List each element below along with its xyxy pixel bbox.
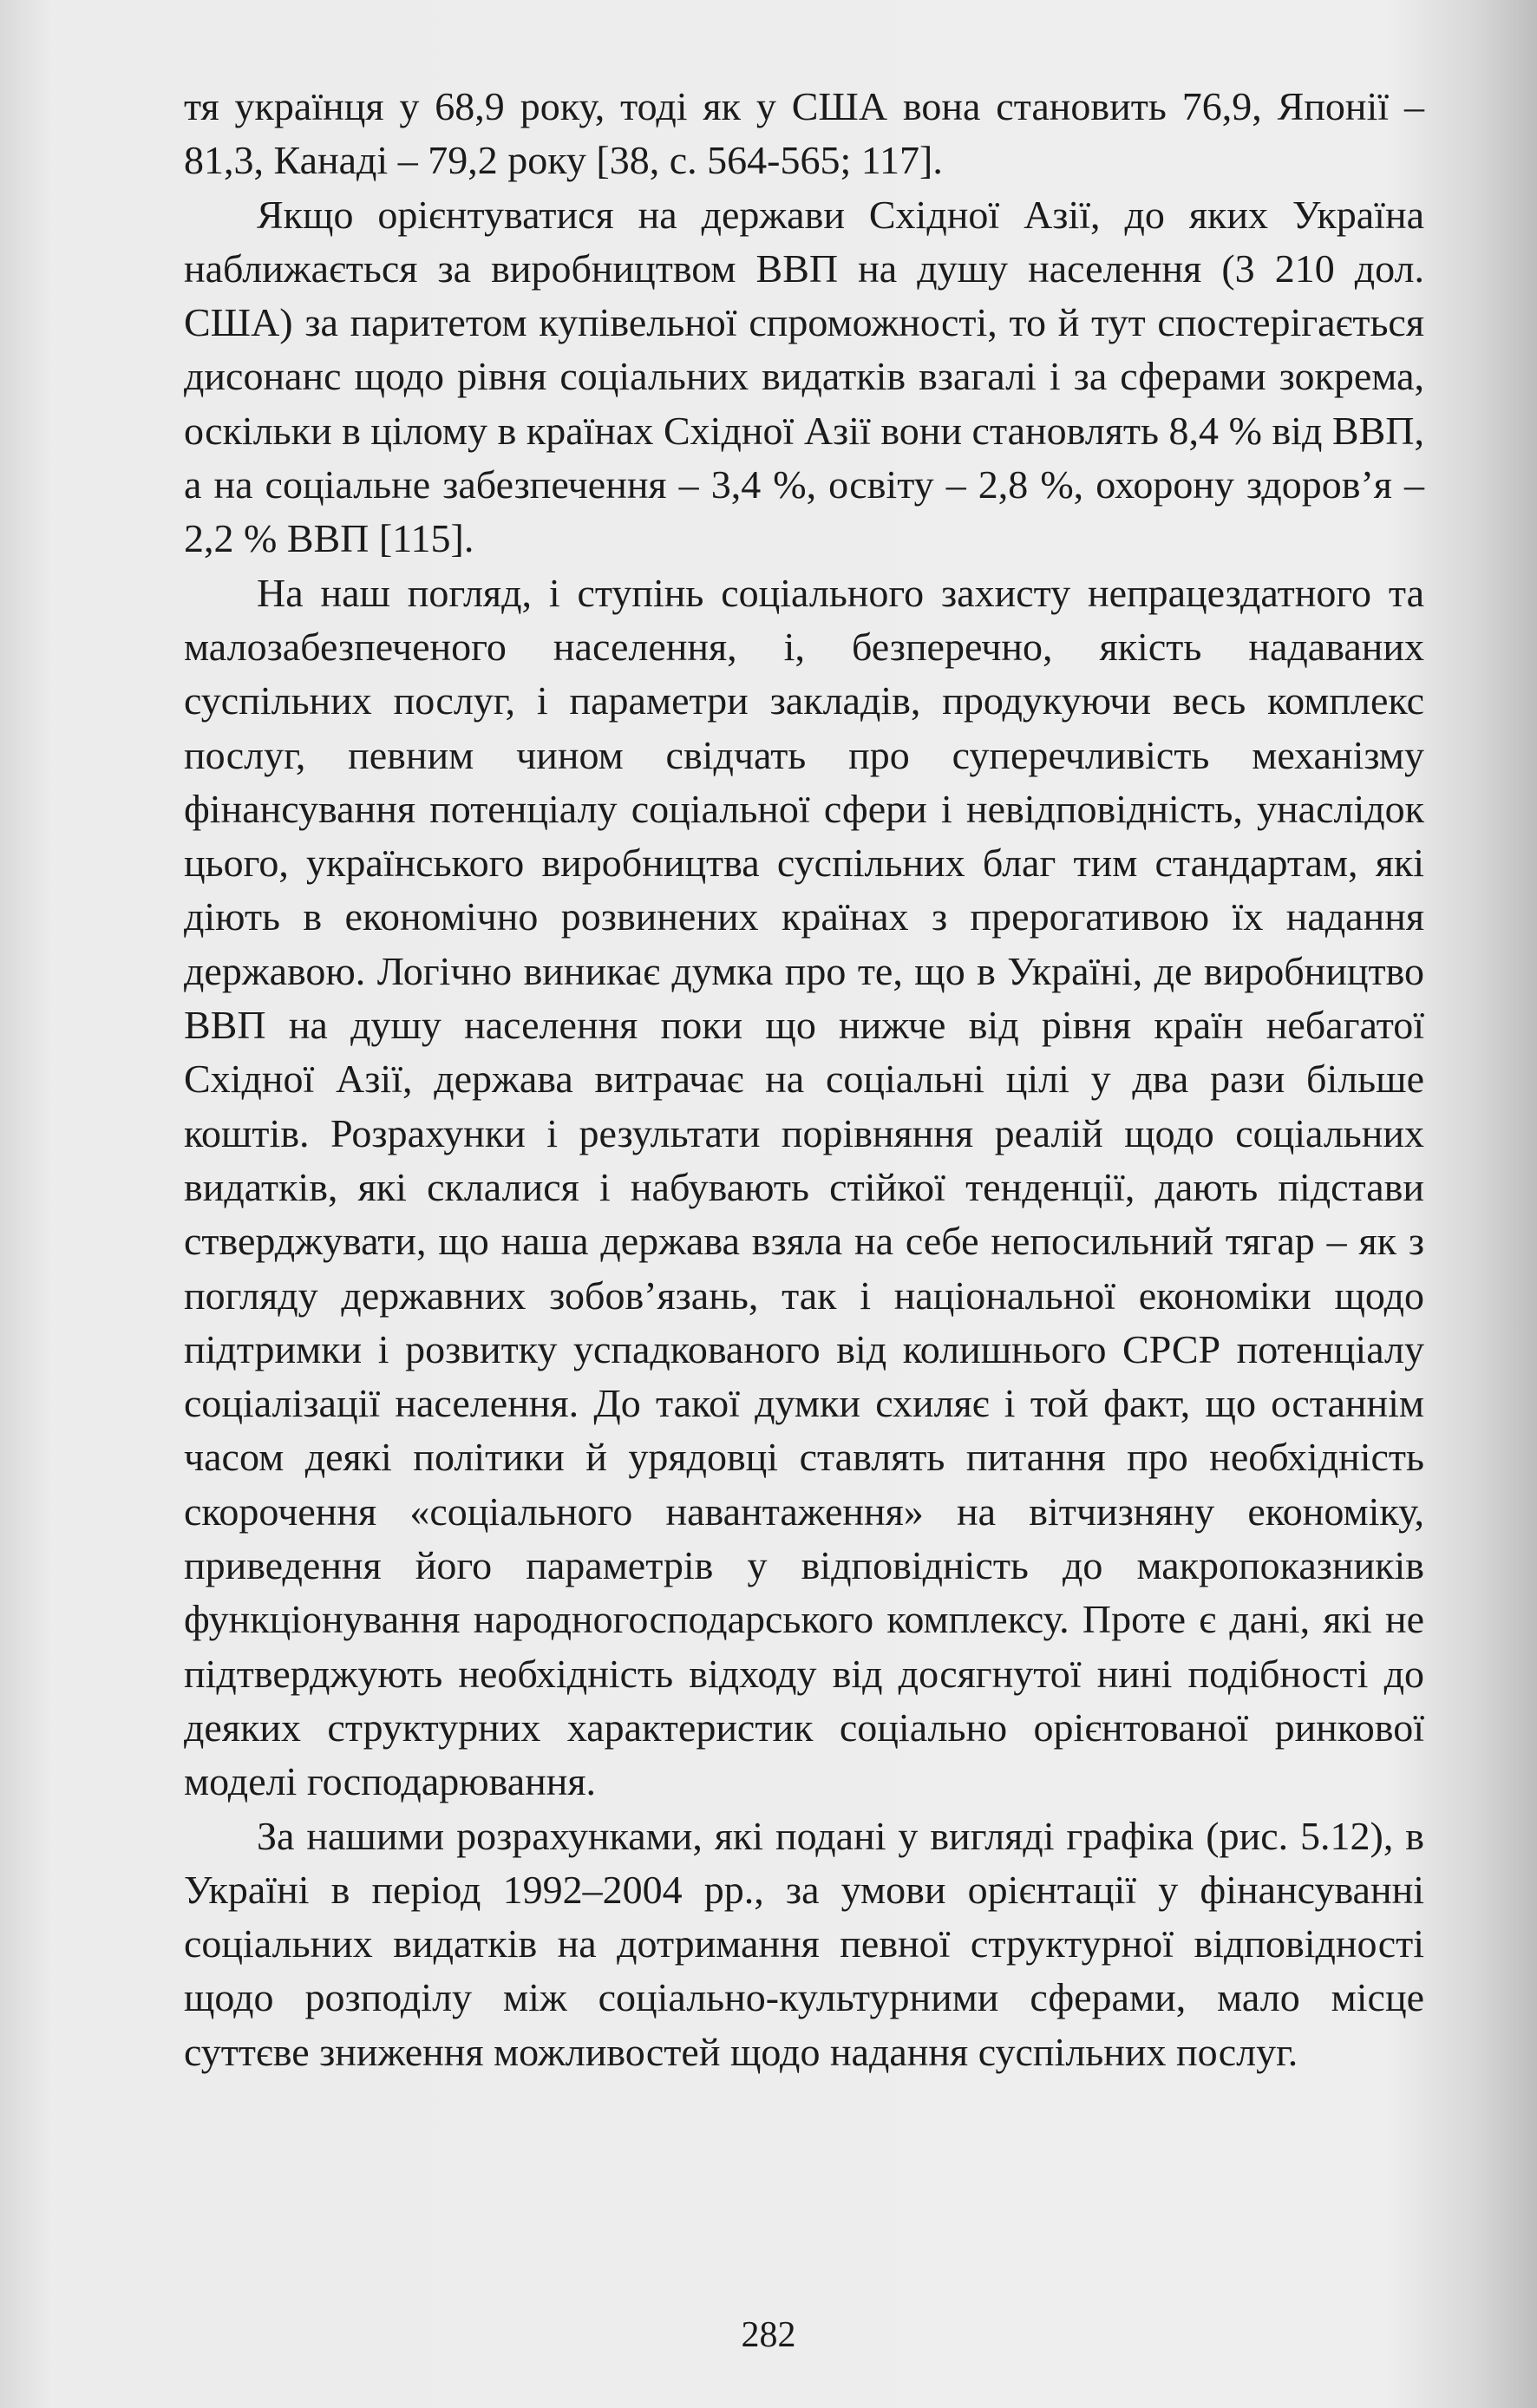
paragraph-east-asia: Якщо орієнтуватися на держави Східної Азії, до яких Україна наближається за виробництвом ВВП на душу населення (3 210 дол. США) за паритетом купівельної спроможності, то й тут спостерігається дисонанс щодо рівня соціальних видатків взагалі і за сферами зокрема, оскільки в цілому в країнах Східної Азії вони становлять 8,4 % від ВВП, а на соціальне забезпечення – 3,4 %, освіту – 2,8 %, охорону здоров’я – 2,2 % ВВП [115]. [184, 192, 1424, 561]
paragraph-social-protection: На наш погляд, і ступінь соціального захисту непрацездатного та малозабезпеченого населення, і, безперечно, якість надаваних суспільних послуг, і параметри закладів, продукуючи весь комплекс послуг, певним чином свідчать про суперечливість механізму фінансування потенціалу соціальної сфери і невідповідність, унаслідок цього, українського виробництва суспільних благ тим стандартам, які діють в економічно розвинених країнах з прерогативою їх надання державою. Логічно виникає думка про те, що в Україні, де виробництво ВВП на душу населення поки що нижче від рівня країн небагатої Східної Азії, держава витрачає на соціальні цілі у два рази більше коштів. Розрахунки і результати порівняння реалій щодо соціальних видатків, які склалися і набувають стійкої тенденції, дають підстави стверджувати, що наша держава взяла на себе непосильний тягар – як з погляду державних зобов’язань, так і національної економіки щодо підтримки і розвитку успадкованого від колишнього СРСР потенціалу соціалізації населення. До такої думки схиляє і той факт, що останнім часом деякі політики й урядовці ставлять питання про необхідність скорочення «соціального навантаження» на вітчизняну економіку, приведення його параметрів у відповідність до макропоказників функціонування народногосподарського комплексу. Проте є дані, які не підтверджують необхідність відходу від досягнутої нині подібності до деяких структурних характеристик соціально орієнтованої ринкової моделі господарювання. [184, 570, 1424, 1804]
body-text [184, 80, 1424, 2079]
page-number: 282 [741, 2315, 796, 2355]
paragraph-continuation: тя українця у 68,9 року, тоді як у США вона становить 76,9, Японії – 81,3, Канаді – 79,2 року [38, с. 564-565; 117]. [184, 84, 1424, 183]
paragraph-calculations: За нашими розрахунками, які подані у вигляді графіка (рис. 5.12), в Україні в період 1992–2004 рр., за умови орієнтації у фінансуванні соціальних видатків на дотримання певної структурної відповідності щодо розподілу між соціально-культурними сферами, мало місце суттєве зниження можливостей щодо надання суспільних послуг. [184, 1813, 1424, 2074]
